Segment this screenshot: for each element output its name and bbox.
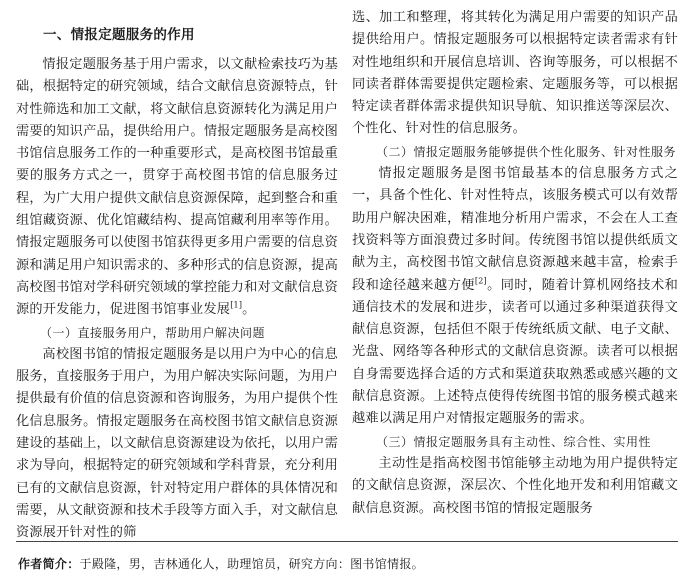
paragraph-text: 情报定题服务基于用户需求，以文献检索技巧为基础，根据特定的研究领域，结合文献信息资源特点，针对性筛选和加工文献，将文献信息资源转化为满足用户需要的知识产品，提供给用户。情报定题服务是高校图书馆信息服务工作的一种重要形式，是高校图书馆最重要的服务方式之一，贯穿于高校图书馆的信息服务过程，为广大用户提供文献信息资源保障，起到整合和重组馆藏资源、优化馆藏结构、提高馆藏利用率等作用。情报定题服务可以使图书馆获得更多用户需要的信息资源和满足用户知识需求的、多种形式的信息资源，提高高校图书馆对学科研究领域的掌控能力和对文献信息资源的开发能力，促进图书馆事业发展 — [16, 57, 338, 318]
citation-ref-1: [1] — [230, 300, 243, 310]
subheading-direct-service: （一）直接服务用户，帮助用户解决问题 — [40, 325, 266, 340]
right-column — [352, 0, 678, 520]
section-heading: 一、情报定题服务的作用 — [43, 27, 195, 43]
subheading-initiative-service: （三）情报定题服务具有主动性、综合性、实用性 — [376, 434, 652, 449]
paragraph-end: 。 — [242, 302, 256, 318]
paragraph-direct-service: 高校图书馆的情报定题服务是以用户为中心的信息服务，直接服务于用户，为用户解决实际问题，为用户提供最有价值的信息资源和咨询服务，为用户提供个性化信息服务。情报定题服务在高校图书馆文献信息资源建设的基础上，以文献信息资源建设为依托，以用户需求为导向，根据特定的研究领域和学科背景，充分利用已有的文献信息资源，针对特定用户群体的具体情况和需要，从文献资源和技术手段等方面入手，对文献信息资源展开针对性的筛 — [16, 346, 338, 541]
left-column — [16, 0, 338, 545]
paragraph-continuation: 选、加工和整理，将其转化为满足用户需要的知识产品提供给用户。情报定题服务可以根据特定读者需求有针对性地组织和开展信息培训、咨询等服务，可以根据不同读者群体需要提供定题检索、定题服务等，可以根据特定读者群体需求提供知识导航、知识推送等深层次、个性化、针对性的信息服务。 — [352, 10, 678, 137]
subheading-personalized-service: （二）情报定题服务能够提供个性化服务、针对性服务 — [376, 144, 677, 159]
paragraph-role-of-service — [16, 54, 338, 322]
paragraph-text: 情报定题服务是图书馆最基本的信息服务方式之一，具备个性化、针对性特点，该服务模式可以有效帮助用户解决困难，精准地分析用户需求，不会在人工查找资料等方面浪费过多时间。传统图书馆以提供纸质文献为主，高校图书馆文献信息资源越来越丰富，检索手段和途径越来越方便 — [352, 166, 678, 293]
paragraph-personalized-service — [352, 163, 678, 431]
author-footnote — [18, 556, 424, 572]
footnote-label: 作者简介： — [18, 557, 80, 571]
paragraph-initiative-service: 主动性是指高校图书馆能够主动地为用户提供特定的文献信息资源，深层次、个性化地开发和利用馆藏文献信息资源。高校图书馆的情报定题服务 — [352, 455, 678, 516]
footnote-divider — [16, 541, 678, 542]
footnote-text: 于殿隆，男，吉林通化人，助理馆员，研究方向：图书馆情报。 — [79, 557, 424, 571]
citation-ref-2: [2] — [474, 276, 487, 286]
paragraph-end: 。同时，随着计算机网络技术和通信技术的发展和进步，读者可以通过多种渠道获得文献信息资源，包括但不限于传统纸质文献、电子文献、光盘、网络等各种形式的文献信息资源。读者可以根据自身需要选择合适的方式和渠道获取熟悉或感兴趣的文献信息资源。上述特点使得传统图书馆的服务模式越来越难以满足用户对情报定题服务的需求。 — [352, 277, 678, 427]
